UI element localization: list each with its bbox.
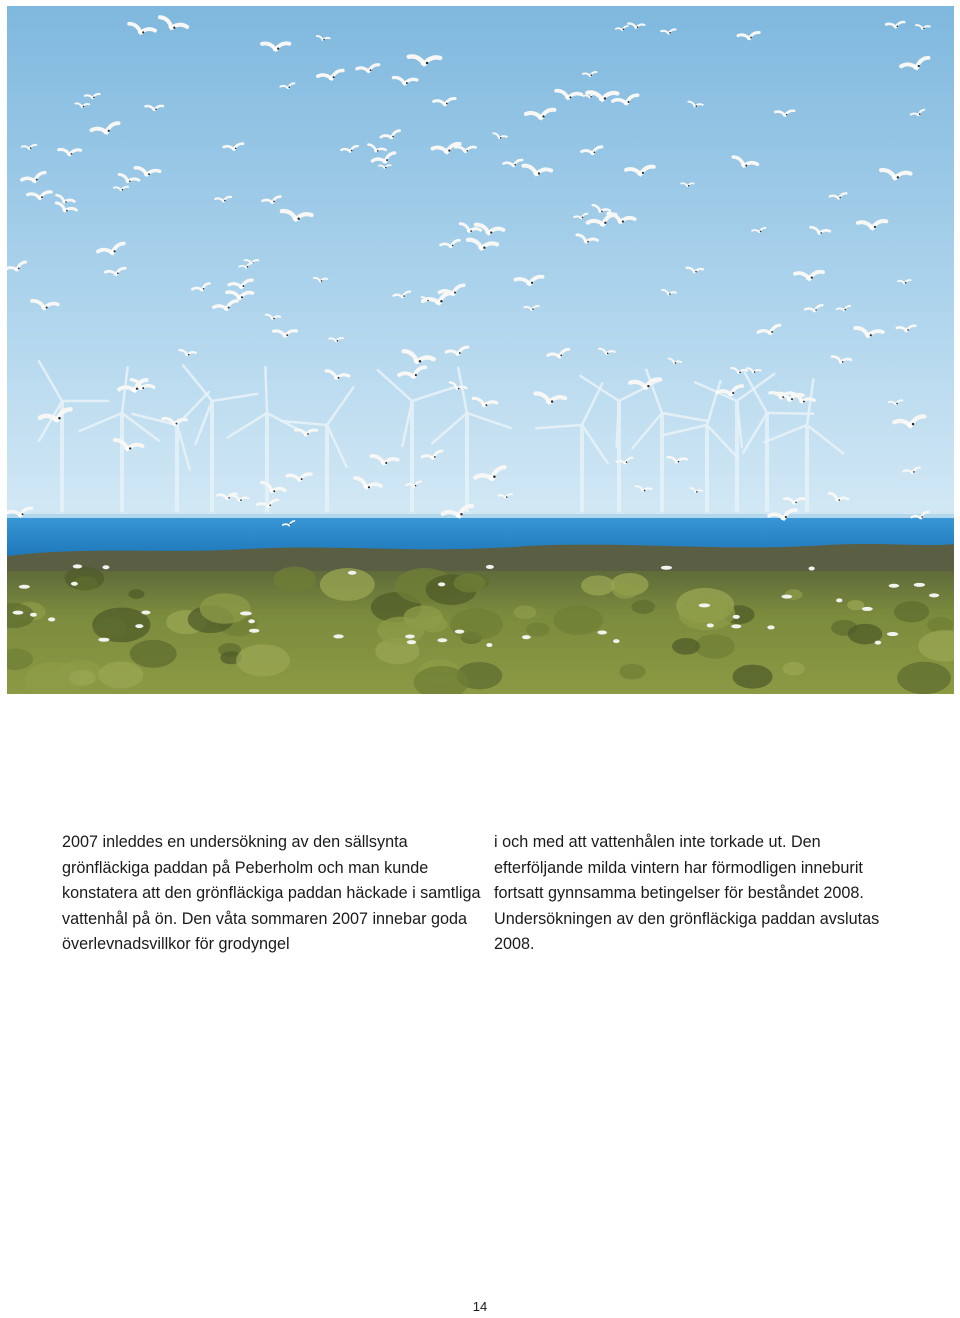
seagull-resting xyxy=(836,598,842,602)
seagull-resting xyxy=(781,595,792,599)
seagull-resting xyxy=(699,603,711,607)
body-text-right-column xyxy=(494,830,914,958)
seagull-resting xyxy=(914,583,925,587)
seagull-resting xyxy=(240,611,252,615)
sky xyxy=(7,6,954,526)
seagull-resting xyxy=(12,611,23,615)
paragraph-left: 2007 inleddes en undersökning av den sällsynta grönfläckiga paddan på Peberholm och man kunde konstatera att den grönfläckiga paddan häckade i samtliga vattenhål på ön. Den våta sommaren 2007 innebar goda överlevnadsvillkor för grodyngel xyxy=(62,833,481,954)
seagull-resting xyxy=(767,625,774,629)
seagull-resting xyxy=(73,564,82,568)
paragraph-right: i och med att vattenhålen inte torkade ut. Den efterföljande milda vintern har förmodligen inneburit fortsatt gynnsamma betingelser för beståndet 2008. Undersökningen av den grönfläckiga paddan avslutas 2008. xyxy=(494,833,880,954)
seagull-resting xyxy=(486,643,492,647)
seagull-resting xyxy=(887,632,898,636)
seagull-resting xyxy=(889,584,900,588)
seagull-resting xyxy=(98,638,109,642)
seagull-resting xyxy=(102,565,109,569)
seagull-resting xyxy=(733,615,740,619)
seagull-resting xyxy=(19,585,30,589)
seagull-resting xyxy=(862,607,873,611)
seagull-resting xyxy=(522,635,531,639)
photo-birds-wind-turbines xyxy=(7,6,954,694)
page-number: 14 xyxy=(472,1299,488,1314)
seagull-resting xyxy=(141,611,150,615)
seagull-resting xyxy=(333,634,343,638)
seagull-resting xyxy=(613,639,620,643)
horizon-haze xyxy=(7,512,954,518)
seagull-resting xyxy=(809,566,815,570)
seagull-resting xyxy=(407,640,416,644)
seagull-resting xyxy=(30,613,37,617)
seagull-resting xyxy=(661,566,672,570)
seagull-resting xyxy=(707,623,714,627)
seagull-resting xyxy=(597,630,607,634)
seagull-resting xyxy=(437,638,447,642)
seagull-resting xyxy=(348,571,357,575)
seagull-resting xyxy=(249,629,259,633)
seagull-resting xyxy=(929,593,939,597)
seagull-resting xyxy=(731,624,741,628)
seagull-resting xyxy=(248,619,255,623)
seagull-resting xyxy=(438,582,445,586)
seagull-resting xyxy=(486,565,494,569)
seagull-resting xyxy=(71,582,78,586)
seagull-resting xyxy=(405,634,415,638)
photo-illustration xyxy=(7,6,954,694)
body-text-left-column xyxy=(62,830,482,958)
seagull-resting xyxy=(875,641,882,645)
seagull-resting xyxy=(48,617,55,621)
seagull-resting xyxy=(135,624,143,628)
seagull-resting xyxy=(455,630,464,634)
